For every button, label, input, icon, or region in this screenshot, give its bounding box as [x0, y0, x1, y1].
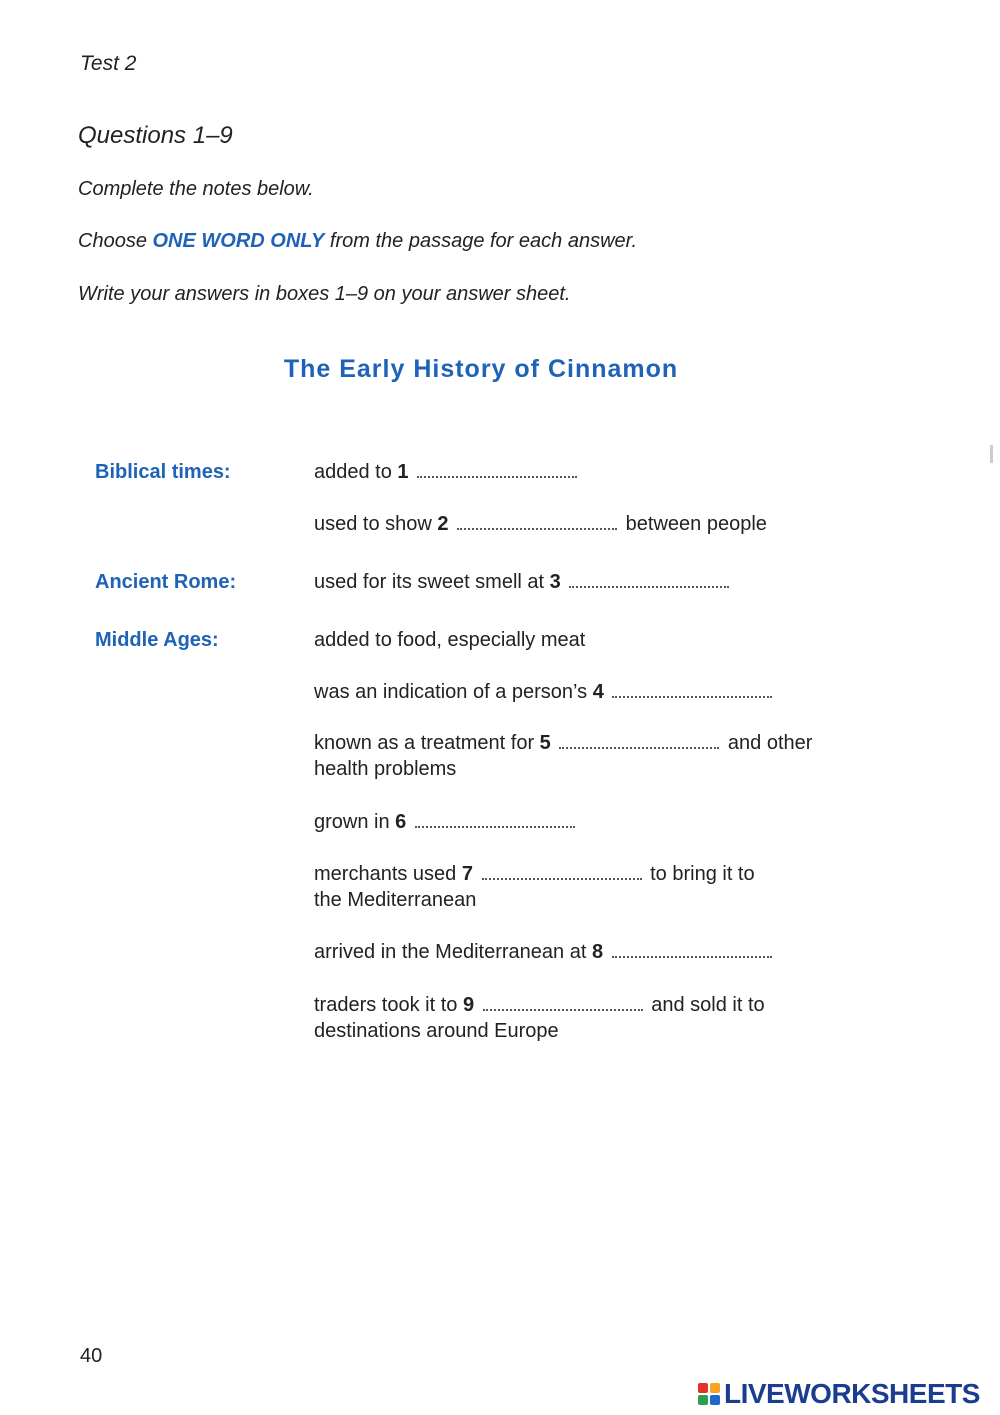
- answer-gap-9[interactable]: [483, 1005, 643, 1011]
- note-text: known as a treatment for: [314, 732, 540, 754]
- note-3: [314, 569, 732, 595]
- gap-number-5: 5: [539, 732, 551, 754]
- gap-number-6: 6: [395, 811, 407, 833]
- instruction-choose-suffix: from the passage for each answer.: [324, 230, 638, 252]
- answer-gap-6[interactable]: [415, 822, 575, 828]
- logo-cell: [698, 1383, 708, 1393]
- gap-number-3: 3: [549, 571, 561, 593]
- note-8: [314, 939, 775, 965]
- instruction-choose-prefix: Choose: [78, 230, 153, 252]
- note-food: added to food, especially meat: [314, 629, 586, 651]
- section-ancient-rome: Ancient Rome:: [95, 571, 237, 593]
- note-text-line2: destinations around Europe: [314, 1020, 559, 1042]
- instruction-write: Write your answers in boxes 1–9 on your answer sheet.: [78, 283, 571, 305]
- note-4: [314, 679, 775, 705]
- gap-number-1: 1: [397, 461, 409, 483]
- notes-title: The Early History of Cinnamon: [283, 355, 679, 383]
- note-text-after: and other: [722, 732, 813, 754]
- gap-number-9: 9: [462, 994, 475, 1016]
- instruction-emphasis: ONE WORD ONLY: [152, 230, 325, 252]
- note-2: [314, 511, 767, 537]
- logo-cell: [710, 1383, 720, 1393]
- logo-cell: [710, 1395, 720, 1405]
- gap-number-8: 8: [591, 941, 604, 963]
- answer-gap-5[interactable]: [559, 743, 719, 749]
- note-text: used for its sweet smell at: [314, 571, 550, 593]
- note-text: used to show: [314, 513, 438, 535]
- note-text-line2: health problems: [314, 758, 457, 780]
- answer-gap-2[interactable]: [457, 524, 617, 530]
- section-biblical-times: Biblical times:: [95, 461, 231, 483]
- note-text: traders took it to: [314, 994, 463, 1016]
- note-text: grown in: [314, 811, 396, 833]
- questions-label: Questions 1–9: [78, 122, 233, 149]
- note-text: added to: [314, 461, 398, 483]
- note-5: [314, 730, 812, 782]
- page-number: 40: [80, 1345, 103, 1367]
- liveworksheets-brand[interactable]: [698, 1378, 980, 1410]
- liveworksheets-logo-icon: [698, 1383, 720, 1405]
- note-text: was an indication of a person’s: [314, 681, 593, 703]
- gap-number-4: 4: [592, 681, 604, 703]
- logo-cell: [698, 1395, 708, 1405]
- answer-gap-4[interactable]: [612, 692, 772, 698]
- test-label: Test 2: [80, 52, 137, 75]
- brand-name: LIVEWORKSHEETS: [724, 1378, 980, 1409]
- gap-number-2: 2: [437, 513, 449, 535]
- note-text-after: between people: [620, 513, 767, 535]
- note-text: arrived in the Mediterranean at: [314, 941, 592, 963]
- note-9: [314, 992, 765, 1044]
- note-7: [314, 861, 755, 913]
- section-middle-ages: Middle Ages:: [95, 629, 219, 651]
- note-1: [314, 459, 580, 485]
- instruction-complete: Complete the notes below.: [78, 178, 314, 200]
- gap-number-7: 7: [461, 863, 473, 885]
- note-text: merchants used: [314, 863, 462, 885]
- answer-gap-8[interactable]: [612, 952, 772, 958]
- note-text-after: to bring it to: [644, 863, 755, 885]
- note-6: [314, 809, 578, 835]
- answer-gap-1[interactable]: [417, 472, 577, 478]
- answer-gap-3[interactable]: [569, 582, 729, 588]
- answer-gap-7[interactable]: [482, 874, 642, 880]
- note-text-line2: the Mediterranean: [314, 889, 477, 911]
- instruction-choose: [78, 230, 637, 253]
- scan-artifact: [990, 445, 993, 463]
- note-text-after: and sold it to: [645, 994, 765, 1016]
